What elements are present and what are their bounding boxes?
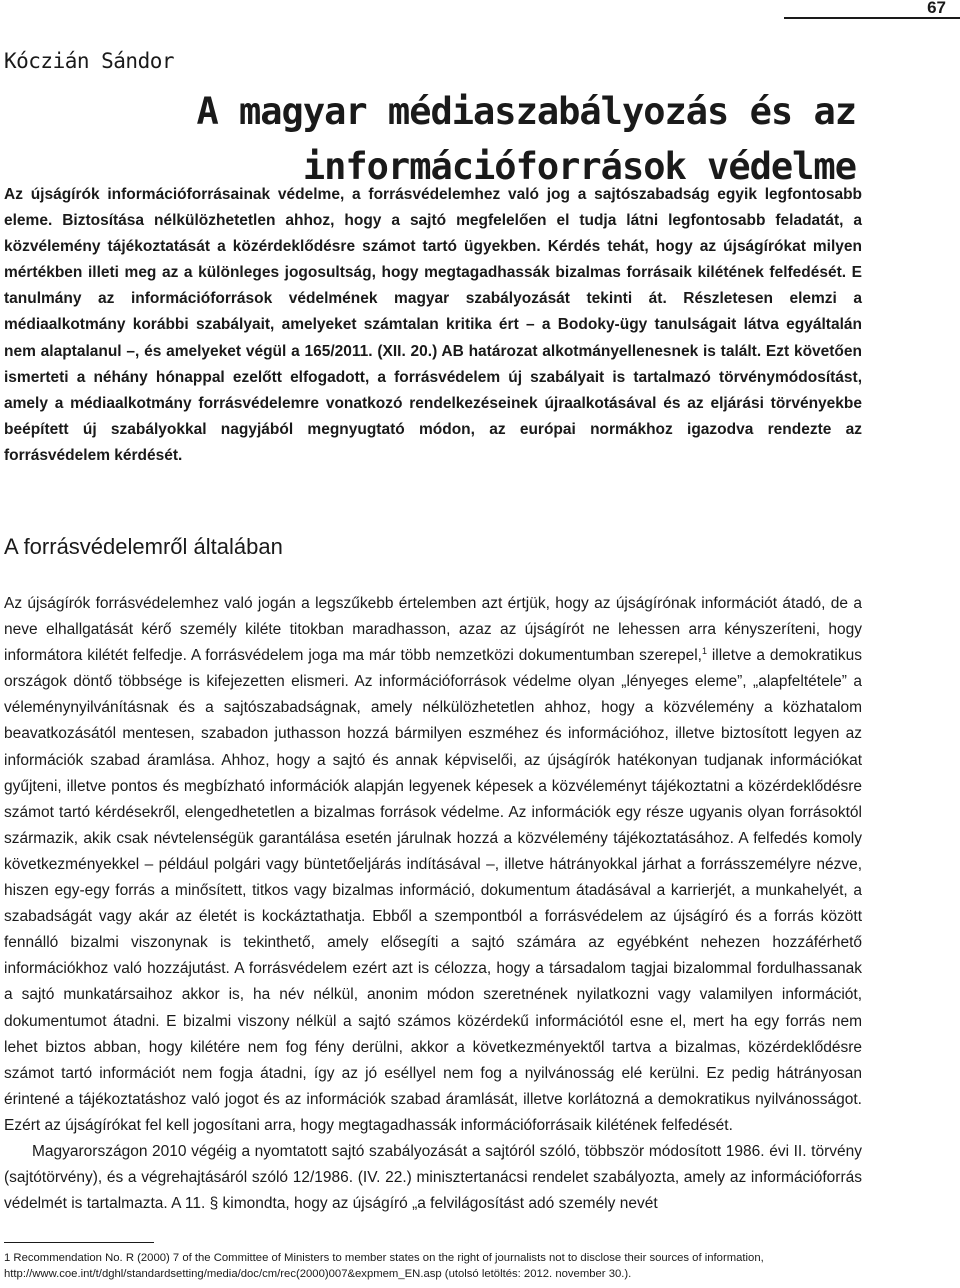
body-text bbox=[4, 591, 862, 1217]
footnote: 1 Recommendation No. R (2000) 7 of the Committee of Ministers to member states on the right of journalists not to disclose their sources of information, http://www.coe.int/t/dghl/standardsetting/media/doc/cm/rec(2000)007&expmem_EN.asp (utolsó letöltés: 2012. november 30.). bbox=[4, 1252, 764, 1280]
paragraph-1-part-1: Az újságírók forrásvédelemhez való jogán a legszűkebb értelemben azt értjük, hogy az újságírónak információt átadó, de a neve elhallgatását kérő személy kiléte titokban maradhasson, azaz az újságírót ne lehessen arra kényszeríteni, hogy informátora kilétét felfedje. A forrásvédelem joga ma már több nemzetközi dokumentumban szerepel, bbox=[4, 595, 862, 665]
author-name: Kóczián Sándor bbox=[4, 49, 175, 73]
paragraph-2: Magyarországon 2010 végéig a nyomtatott sajtó szabályozását a sajtóról szóló, többször módosított 1986. évi II. törvény (sajtótörvény), és a végrehajtásáról szóló 12/1986. (IV. 22.) minisztertanácsi rendelet szabályozta, amely az információforrás védelmét is tartalmazta. A 11. § kimondta, hogy az újságíró „a felvilágosítást adó személy nevét bbox=[4, 1142, 862, 1213]
footnote-divider bbox=[4, 1242, 154, 1243]
paragraph-1-part-2: illetve a demokratikus országok döntő többsége is kifejezetten elismeri. Az információforrások védelme olyan „lényeges eleme”, „alapfeltétele” a véleménynyilvánításnak és a sajtószabadságnak, amely nélkülözhetetlen ahhoz, hogy a közvélemény a közhatalom beavatkozásától mentesen, szabadon juthasson hozzá bármilyen eszméhez és információhoz, illetve biztosított legyen az információk szabad áramlása. Ahhoz, hogy a sajtó és annak képviselői, az újságírók hatékonyan tudjanak információkat gyűjteni, illetve pontos és megbízható információk alapján legyenek képesek a közvéleményt tájékoztatni a közérdeklődésre számot tartó kérdésekről, elengedhetetlen a bizalmas források védelme. Az információk egy része ugyanis olyan forrásoktól származik, akik csak névtelenségük garantálása esetén járulnak hozzá a közvélemény tájékoztatásához. A felfedés komoly következményekkel – például polgári vagy büntetőeljárás indításával –, illetve hátrányokkal járhat a forrásszemélyre nézve, hiszen egy-egy forrás a minősített, titkos vagy bizalmas információ, dokumentum átadásával a karrierjét, a munkahelyét, a szabadságát vagy akár az életét is kockáztathatja. Ebből a szempontból a forrásvédelem az újságíró és a forrás között fennálló bizalmi viszonynak is tekinthető, amely elősegíti a sajtó számára az egyébként nehezen hozzáférhető információkhoz való hozzájutást. A forrásvédelem ezért azt is célozza, hogy a társadalom tagjai bizalommal fordulhassanak a sajtó munkatársaihoz akkor is, ha név nélkül, anonim módon szeretnének nyilatkozni vagy valamilyen információt, dokumentumot átadni. E bizalmi viszony nélkül a sajtó számos közérdekű információtól esne el, mert ha egy forrás nem lehet biztos abban, hogy kilétére nem fog fény derülni, akkor a következményektől tartva a bizalmas, közérdeklődésre számot tartó információt nem fogja átadni, így az jó eséllyel nem fog a nyilvánosság elé kerülni. Ez pedig hátrányosan érintené a tájékoztatáshoz való jogot és az információk szabad áramlását, illetve korlátozná a demokratikus nyilvánosságot. Ezért az újságírókat fel kell jogosítani arra, hogy megtagadhassák információforrásaik kilétének felfedését. bbox=[4, 647, 863, 1134]
page-number: 67 bbox=[784, 0, 960, 19]
section-heading: A forrásvédelemről általában bbox=[4, 534, 283, 559]
article-title: A magyar médiaszabályozás és az információforrások védelme bbox=[196, 90, 856, 188]
abstract: Az újságírók információforrásainak védelme, a forrásvédelemhez való jog a sajtószabadság egyik legfontosabb eleme. Biztosítása nélkülözhetetlen ahhoz, hogy a sajtó megfelelően el tudja látni legfontosabb feladatát, a közvélemény tájékoztatását a közérdeklődésre számot tartó ügyekben. Kérdés tehát, hogy az újságírókat milyen mértékben illeti meg az a különleges jogosultság, hogy megtagadhassák bizalmas forrásaik kilétének felfedését. E tanulmány az információforrások védelmének magyar szabályozását tekinti át. Részletesen elemzi a médiaalkotmány korábbi szabályait, amelyeket számtalan kritika ért – a Bodoky-ügy tanulságait látva egyáltalán nem alaptalanul –, és amelyeket végül a 165/2011. (XII. 20.) AB határozat alkotmányellenesnek is talált. Ezt követően ismerteti a néhány hónappal ezelőtt elfogadott, a forrásvédelem új szabályait is tartalmazó törvénymódosítást, amely a médiaalkotmány forrásvédelemre vonatkozó rendelkezéseinek újraalkotásával és az eljárási törvényekbe beépített új szabályokkal nagyjából megnyugtató módon, az európai normákhoz igazodva rendezte az forrásvédelem kérdését. bbox=[4, 186, 862, 464]
footnote-reference[interactable]: 1 bbox=[701, 646, 707, 657]
paragraph-1 bbox=[4, 591, 862, 1139]
